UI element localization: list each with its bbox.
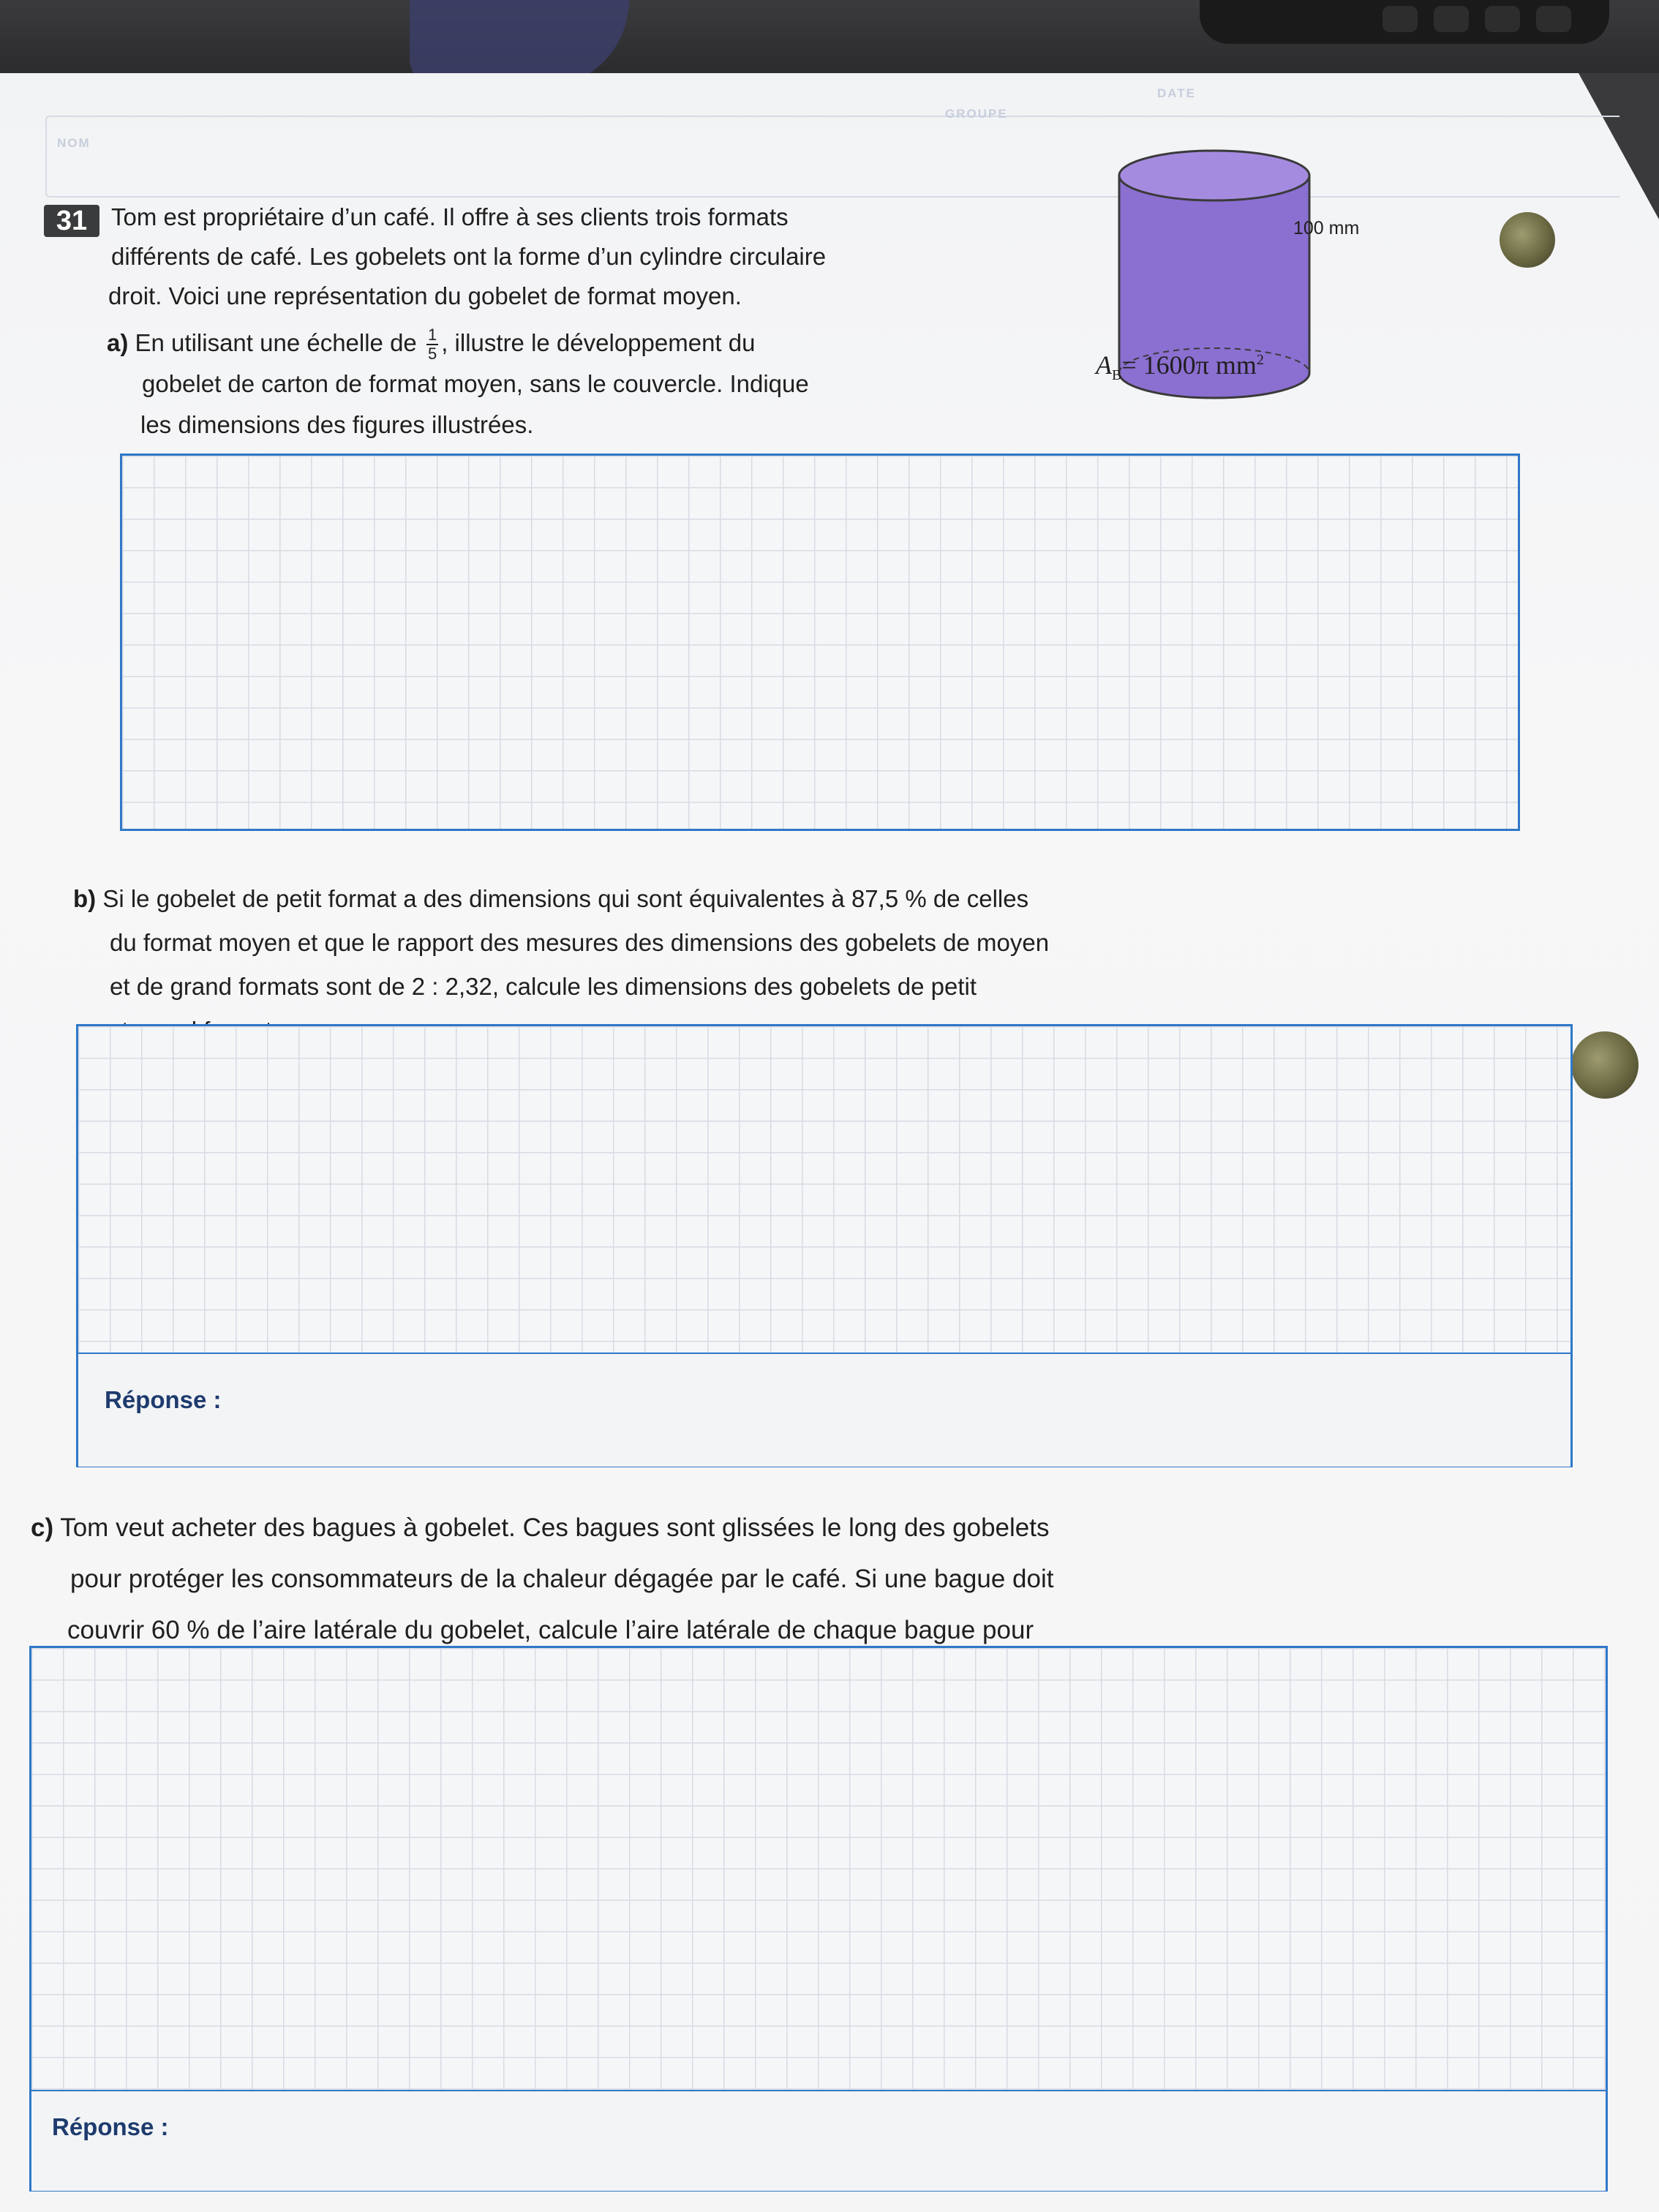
part-a-line-2: gobelet de carton de format moyen, sans le couvercle. Indique [142,370,809,397]
base-area-subscript: B [1112,367,1122,384]
response-label-c: Réponse : [52,2113,169,2140]
part-b-line-1 [73,878,1536,920]
student-header-field [45,116,1620,198]
answer-grid-a[interactable] [120,454,1520,831]
part-a-letter: a) [107,329,129,356]
intro-line-3: droit. Voici une représentation du gobelet de format moyen. [108,282,742,309]
part-c-line-3: couvrir 60 % de l’aire latérale du gobelet, calcule l’aire latérale de chaque bague pour [67,1616,1034,1644]
date-label: DATE [1157,86,1197,100]
nom-label: NOM [57,136,91,150]
exercise-number: 31 [44,205,99,237]
scale-fraction [426,326,438,363]
response-row-c [31,2090,1606,2191]
intro-line-1: Tom est propriétaire d’un café. Il offre à ses clients trois formats [111,203,789,230]
part-c-line-2: pour protéger les consommateurs de la chaleur dégagée par le café. Si une bague doit [70,1565,1054,1593]
worksheet-page [0,73,1659,2212]
part-a-text-after: , illustre le développement du [441,329,756,356]
intro-line-2: différents de café. Les gobelets ont la forme d’un cylindre circulaire [111,243,827,270]
part-a-text-before: En utilisant une échelle de [135,329,417,356]
device-key [1434,6,1469,32]
groupe-label: GROUPE [945,107,1008,121]
response-label-b: Réponse : [105,1386,222,1413]
fraction-denominator: 5 [427,345,437,364]
part-a-line-1 [107,322,985,364]
device-key [1382,6,1418,32]
part-c-text-1: Tom veut acheter des bagues à gobelet. Ces bagues sont glissées le long des gobelets [60,1513,1050,1542]
part-b-line-3: et de grand formats sont de 2 : 2,32, calcule les dimensions des gobelets de petit [110,973,977,1000]
binder-hole [1500,212,1555,268]
base-area-symbol: A [1096,350,1112,380]
fraction-numerator: 1 [427,326,437,345]
base-area-value: = 1600π mm [1121,350,1257,380]
base-area-exponent: 2 [1256,352,1264,368]
base-area-formula [1096,350,1264,384]
part-b-letter: b) [73,885,97,912]
part-c-line-1 [31,1507,1567,1549]
part-a-line-3: les dimensions des figures illustrées. [140,411,534,438]
device-key [1485,6,1520,32]
device-on-desk [1200,0,1609,44]
answer-grid-c[interactable] [29,1646,1608,2192]
height-label: 100 mm [1293,218,1360,238]
device-key [1536,6,1571,32]
part-b-text-1: Si le gobelet de petit format a des dimensions qui sont équivalentes à 87,5 % de celles [102,885,1029,912]
answer-grid-b[interactable] [76,1024,1573,1467]
binder-hole [1571,1031,1639,1099]
part-b-line-2: du format moyen et que le rapport des mesures des dimensions des gobelets de moyen [110,929,1050,956]
response-row-b [78,1353,1570,1467]
part-c-letter: c) [31,1513,54,1542]
cylinder-top [1119,151,1309,200]
